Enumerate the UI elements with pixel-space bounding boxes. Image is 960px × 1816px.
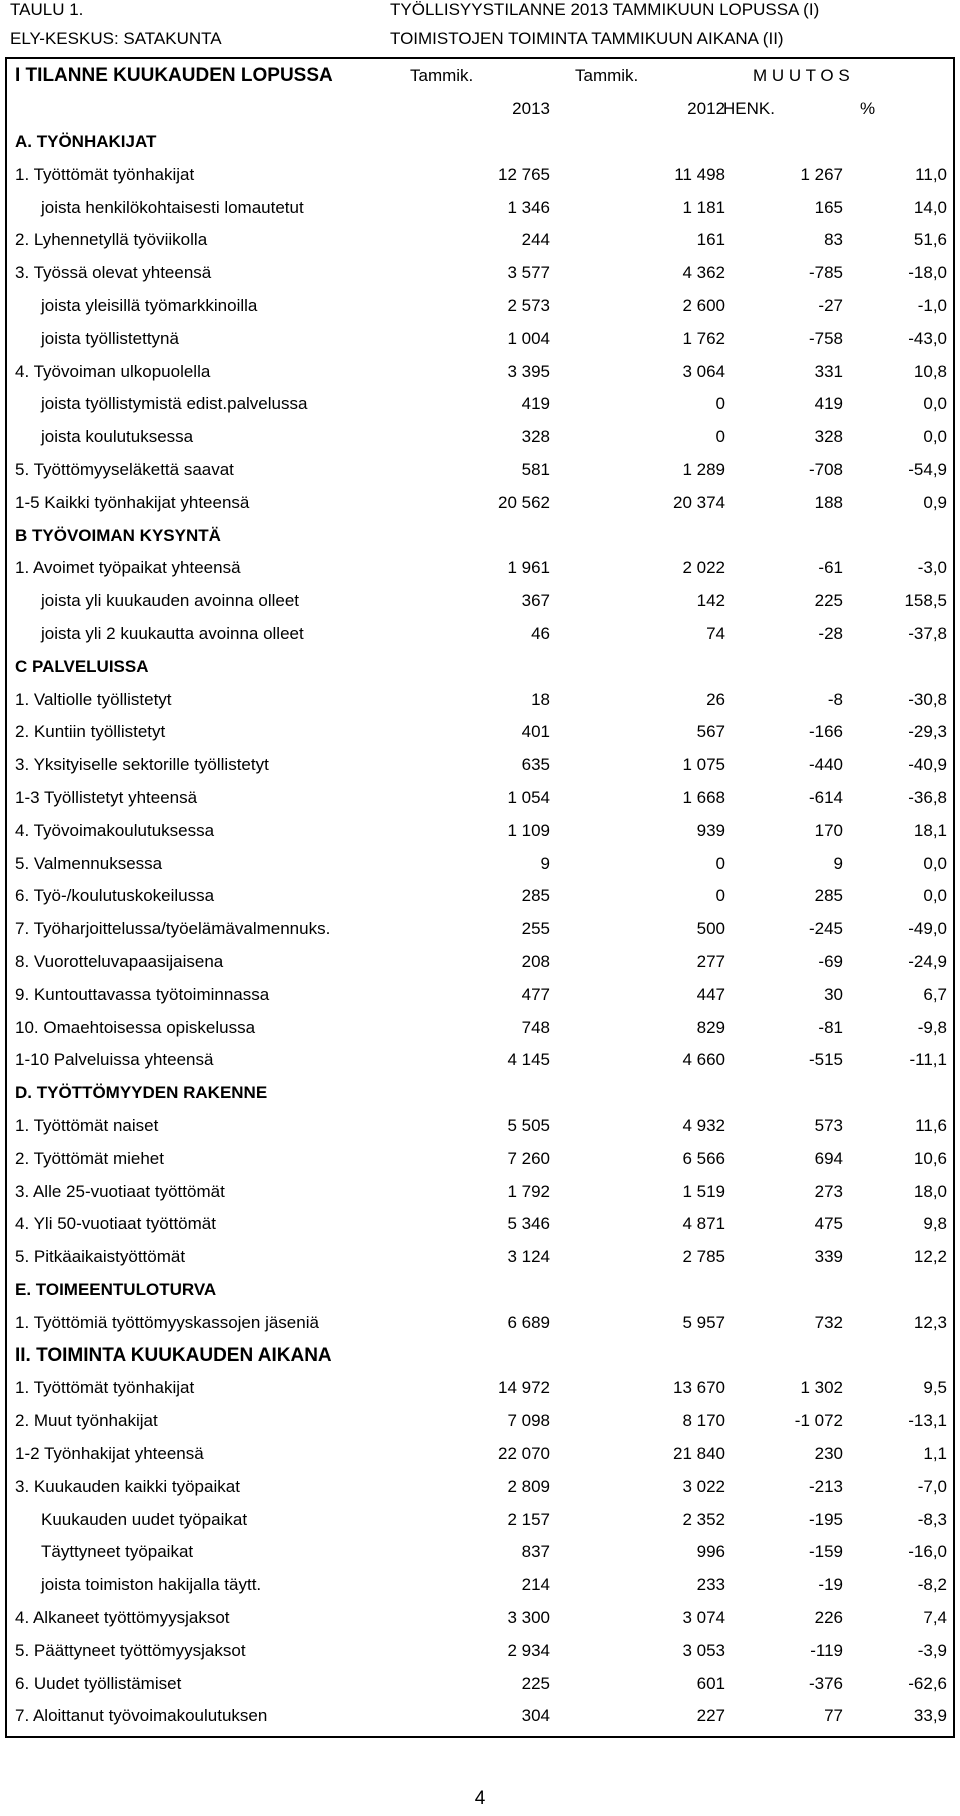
col2-month: Tammik.: [575, 66, 639, 85]
value-2012: 4 362: [682, 263, 725, 283]
table-row: [7, 617, 953, 650]
row-label: Täyttyneet työpaikat: [41, 1542, 194, 1562]
value-2013: 477: [521, 984, 550, 1004]
table-row: [7, 1306, 953, 1339]
change-percent: -16,0: [908, 1542, 947, 1562]
value-2012: 3 064: [682, 361, 725, 381]
change-percent: -24,9: [908, 952, 947, 971]
value-2012: 1 075: [682, 755, 725, 775]
row-label: 6. Työ-/koulutuskokeilussa: [15, 886, 215, 906]
value-2012: 4 932: [682, 1116, 725, 1135]
change-percent: 12,2: [913, 1247, 947, 1267]
table-row: [7, 1634, 953, 1667]
row-label: 7. Aloittanut työvoimakoulutuksen: [15, 1706, 268, 1726]
change-persons: 694: [814, 1148, 843, 1168]
change-persons: -159: [808, 1542, 843, 1562]
table-row: [7, 1503, 953, 1536]
row-label: 1. Työttömiä työttömyyskassojen jäseniä: [15, 1312, 319, 1332]
change-percent: 0,0: [923, 394, 947, 414]
value-2013: 367: [521, 591, 550, 611]
value-2013: 18: [531, 689, 550, 709]
value-2013: 255: [521, 919, 550, 939]
value-2013: 244: [521, 230, 550, 250]
value-2013: 3 577: [507, 263, 550, 283]
row-label: joista koulutuksessa: [41, 427, 194, 447]
section-heading-row: [7, 650, 953, 683]
row-label: Kuukauden uudet työpaikat: [41, 1509, 248, 1529]
change-persons: 83: [824, 230, 843, 250]
change-persons: 9: [833, 853, 843, 873]
value-2012: 2 352: [682, 1509, 725, 1529]
row-label: 6. Uudet työllistämiset: [15, 1673, 182, 1693]
change-persons: -195: [808, 1509, 843, 1529]
change-persons: 225: [814, 591, 843, 611]
change-percent: -40,9: [908, 755, 947, 775]
col2-year: 2012: [687, 99, 725, 118]
change-percent: -3,9: [917, 1640, 947, 1660]
table-row: [7, 748, 953, 781]
row-label: 5. Pitkäaikaistyöttömät: [15, 1247, 186, 1267]
value-2012: 1 519: [682, 1181, 725, 1201]
change-persons: 475: [814, 1214, 843, 1234]
change-percent: -29,3: [908, 722, 947, 742]
change-percent: 18,0: [913, 1181, 947, 1201]
row-label: 3. Yksityiselle sektorille työllistetyt: [15, 755, 269, 775]
change-persons: -19: [818, 1575, 843, 1595]
header-line-2: [10, 29, 950, 53]
row-label: 10. Omaehtoisessa opiskelussa: [15, 1017, 256, 1037]
change-persons: -440: [808, 755, 843, 775]
value-2013: 6 689: [507, 1312, 550, 1332]
table-row: [7, 453, 953, 486]
row-label: 2. Lyhennetyllä työviikolla: [15, 230, 208, 250]
row-label: 2. Muut työnhakijat: [15, 1411, 158, 1431]
value-2012: 227: [696, 1706, 725, 1726]
change-persons: 331: [814, 361, 843, 381]
change-percent: -7,0: [917, 1476, 947, 1496]
table-row: [7, 420, 953, 453]
table-row: [7, 1175, 953, 1208]
value-2012: 567: [696, 722, 725, 742]
table-row: [7, 1535, 953, 1568]
change-percent: 0,0: [923, 886, 947, 906]
change-persons: -614: [808, 788, 843, 807]
row-label: 7. Työharjoittelussa/työelämävalmennuks.: [15, 919, 331, 939]
row-label: 5. Päättyneet työttömyysjaksot: [15, 1640, 246, 1660]
table-head-row-2: [7, 92, 953, 125]
table-row: [7, 781, 953, 814]
table-row: [7, 584, 953, 617]
table-row: [7, 1601, 953, 1634]
change-percent: 1,1: [923, 1444, 947, 1463]
change-persons: 170: [814, 820, 843, 840]
value-2013: 9: [540, 853, 550, 873]
value-2013: 3 300: [507, 1608, 550, 1627]
value-2012: 161: [696, 230, 725, 250]
table-row: [7, 1404, 953, 1437]
change-persons: -69: [818, 952, 843, 971]
change-persons: 165: [814, 197, 843, 217]
table-row: [7, 1371, 953, 1404]
change-percent: -13,1: [908, 1411, 947, 1431]
row-label: joista henkilökohtaisesti lomautetut: [41, 197, 304, 217]
col3-persons: HENK.: [723, 99, 775, 118]
table-row: [7, 158, 953, 191]
value-2013: 14 972: [498, 1378, 550, 1398]
value-2012: 500: [696, 919, 725, 939]
section-heading: E. TOIMEENTULOTURVA: [15, 1280, 217, 1299]
value-2013: 12 765: [498, 164, 550, 184]
value-2013: 5 346: [507, 1214, 550, 1234]
col1-year: 2013: [512, 99, 550, 118]
table-id: TAULU 1.: [10, 0, 84, 19]
value-2012: 3 022: [682, 1476, 725, 1496]
table-head-row-1: [7, 59, 953, 92]
value-2012: 142: [696, 591, 725, 611]
change-percent: -3,0: [917, 558, 947, 578]
table-row: [7, 387, 953, 420]
value-2013: 225: [521, 1673, 550, 1693]
change-persons: 30: [824, 984, 843, 1004]
row-label: 1-2 Työnhakijat yhteensä: [15, 1444, 204, 1463]
change-persons: -1 072: [794, 1411, 843, 1431]
change-persons: 573: [814, 1116, 843, 1135]
change-persons: -213: [808, 1476, 843, 1496]
table-row: [7, 1667, 953, 1700]
change-persons: 226: [814, 1608, 843, 1627]
table-row: [7, 1240, 953, 1273]
change-percent: -36,8: [908, 788, 947, 807]
value-2012: 0: [715, 886, 725, 906]
change-percent: 9,8: [923, 1214, 947, 1234]
section-heading: D. TYÖTTÖMYYDEN RAKENNE: [15, 1083, 268, 1103]
row-label: joista yli 2 kuukautta avoinna olleet: [41, 624, 304, 643]
section-heading-row: [7, 125, 953, 158]
value-2013: 7 098: [507, 1411, 550, 1431]
table-row: [7, 289, 953, 322]
change-persons: -28: [818, 624, 843, 643]
value-2012: 0: [715, 394, 725, 414]
section-title: I TILANNE KUUKAUDEN LOPUSSA: [15, 65, 333, 86]
section-heading: A. TYÖNHAKIJAT: [15, 132, 157, 151]
section-heading-row: [7, 1076, 953, 1109]
change-percent: 10,8: [913, 361, 947, 381]
change-percent: -37,8: [908, 624, 947, 643]
table-row: [7, 978, 953, 1011]
value-2013: 1 346: [507, 197, 550, 217]
value-2012: 4 660: [682, 1050, 725, 1070]
value-2013: 635: [521, 755, 550, 775]
table-row: [7, 1470, 953, 1503]
change-persons: 419: [814, 394, 843, 414]
section-heading: B TYÖVOIMAN KYSYNTÄ: [15, 525, 221, 545]
table-row: [7, 1437, 953, 1470]
value-2012: 3 053: [682, 1640, 725, 1660]
row-label: 4. Työvoiman ulkopuolella: [15, 361, 211, 381]
change-persons: 77: [824, 1706, 843, 1726]
change-percent: -1,0: [917, 296, 947, 315]
table-row: [7, 1699, 953, 1732]
table-row: [7, 715, 953, 748]
value-2012: 601: [696, 1673, 725, 1693]
row-label: 9. Kuntouttavassa työtoiminnassa: [15, 984, 270, 1004]
change-percent: -9,8: [917, 1017, 947, 1037]
value-2013: 401: [521, 722, 550, 742]
table-row: [7, 1568, 953, 1601]
change-percent: 33,9: [913, 1706, 947, 1726]
value-2012: 20 374: [673, 492, 725, 512]
value-2013: 285: [521, 886, 550, 906]
value-2012: 829: [696, 1017, 725, 1037]
change-percent: -8,2: [917, 1575, 947, 1595]
value-2012: 13 670: [673, 1378, 725, 1398]
row-label: 4. Työvoimakoulutuksessa: [15, 820, 215, 840]
row-label: joista yleisillä työmarkkinoilla: [41, 296, 258, 315]
table-row: [7, 256, 953, 289]
value-2013: 1 792: [507, 1181, 550, 1201]
change-persons: -785: [808, 263, 843, 283]
table-row: [7, 814, 953, 847]
row-label: 2. Työttömät miehet: [15, 1148, 164, 1168]
change-persons: -376: [808, 1673, 843, 1693]
change-percent: 0,9: [923, 492, 947, 512]
value-2012: 2 785: [682, 1247, 725, 1267]
change-persons: 732: [814, 1312, 843, 1332]
value-2013: 3 124: [507, 1247, 550, 1267]
change-persons: 188: [814, 492, 843, 512]
value-2012: 21 840: [673, 1444, 725, 1463]
change-persons: -245: [808, 919, 843, 939]
value-2012: 0: [715, 853, 725, 873]
row-label: 3. Alle 25-vuotiaat työttömät: [15, 1181, 225, 1201]
page-number: 4: [474, 1788, 486, 1809]
value-2012: 996: [696, 1542, 725, 1562]
value-2012: 2 600: [682, 296, 725, 315]
col4-percent: %: [860, 99, 876, 118]
table-row: [7, 551, 953, 584]
value-2013: 1 109: [507, 820, 550, 840]
change-percent: -18,0: [908, 263, 947, 283]
row-label: 1. Avoimet työpaikat yhteensä: [15, 558, 241, 578]
table-row: [7, 322, 953, 355]
value-2013: 2 934: [507, 1640, 550, 1660]
header-line-1: [10, 0, 950, 24]
value-2013: 7 260: [507, 1148, 550, 1168]
table-row: [7, 945, 953, 978]
change-percent: 14,0: [913, 197, 947, 217]
change-persons: -81: [818, 1017, 843, 1037]
col1-month: Tammik.: [410, 66, 474, 85]
value-2012: 447: [696, 984, 725, 1004]
change-persons: -119: [810, 1640, 843, 1660]
value-2012: 8 170: [682, 1411, 725, 1431]
row-label: 5. Valmennuksessa: [15, 853, 163, 873]
row-label: 1-3 Työllistetyt yhteensä: [15, 788, 198, 807]
value-2012: 5 957: [682, 1312, 725, 1332]
change-percent: 12,3: [913, 1312, 947, 1332]
table-row: [7, 879, 953, 912]
row-label: 1. Työttömät työnhakijat: [15, 164, 195, 184]
row-label: joista toimiston hakijalla täytt.: [41, 1575, 262, 1595]
row-label: joista työllistymistä edist.palvelussa: [41, 394, 308, 414]
value-2013: 1 054: [507, 788, 550, 807]
value-2012: 277: [696, 952, 725, 971]
value-2013: 1 004: [507, 328, 550, 348]
value-2012: 6 566: [682, 1148, 725, 1168]
change-persons: -708: [808, 460, 843, 479]
value-2012: 939: [696, 820, 725, 840]
row-label: 4. Yli 50-vuotiaat työttömät: [15, 1214, 216, 1234]
change-persons: 273: [814, 1181, 843, 1201]
row-label: 5. Työttömyyseläkettä saavat: [15, 460, 234, 479]
change-percent: -8,3: [917, 1509, 947, 1529]
table-row: [7, 486, 953, 519]
change-persons: 1 267: [800, 164, 843, 184]
value-2013: 328: [521, 427, 550, 447]
change-persons: -61: [818, 558, 843, 578]
table-row: [7, 223, 953, 256]
row-label: 1. Työttömät työnhakijat: [15, 1378, 195, 1398]
change-percent: 158,5: [904, 591, 947, 611]
section-heading-row: [7, 519, 953, 552]
change-percent: 7,4: [923, 1608, 947, 1627]
change-persons: -515: [808, 1050, 843, 1070]
change-percent: 0,0: [923, 427, 947, 447]
change-percent: -49,0: [908, 919, 947, 939]
row-label: 1-5 Kaikki työnhakijat yhteensä: [15, 492, 250, 512]
row-label: joista työllistettynä: [41, 328, 179, 348]
change-percent: 0,0: [923, 853, 947, 873]
change-persons: 1 302: [800, 1378, 843, 1398]
row-label: 2. Kuntiin työllistetyt: [15, 722, 166, 742]
value-2012: 1 668: [682, 788, 725, 807]
change-percent: 6,7: [923, 984, 947, 1004]
table-row: [7, 1142, 953, 1175]
section-heading-row: [7, 1273, 953, 1306]
table-row: [7, 847, 953, 880]
value-2013: 304: [521, 1706, 550, 1726]
table-row: [7, 683, 953, 716]
value-2013: 2 573: [507, 296, 550, 315]
change-persons: 328: [814, 427, 843, 447]
change-percent: -11,1: [909, 1050, 947, 1070]
value-2013: 214: [521, 1575, 550, 1595]
table-row: [7, 191, 953, 224]
row-label: 4. Alkaneet työttömyysjaksot: [15, 1608, 230, 1627]
table-row: [7, 355, 953, 388]
value-2013: 581: [521, 460, 550, 479]
value-2013: 20 562: [498, 492, 550, 512]
statistics-table: [5, 57, 955, 1738]
row-label: joista yli kuukauden avoinna olleet: [41, 591, 300, 611]
row-label: 1. Työttömät naiset: [15, 1116, 159, 1135]
value-2013: 837: [521, 1542, 550, 1562]
change-percent: 10,6: [913, 1148, 947, 1168]
value-2012: 11 498: [674, 164, 725, 184]
change-persons: 285: [814, 886, 843, 906]
report-title-2: TOIMISTOJEN TOIMINTA TAMMIKUUN AIKANA (II): [390, 29, 784, 48]
value-2013: 419: [521, 394, 550, 414]
table-row: [7, 1109, 953, 1142]
value-2013: 5 505: [507, 1116, 550, 1135]
value-2013: 3 395: [507, 361, 550, 381]
change-percent: 11,6: [915, 1116, 947, 1135]
change-percent: 51,6: [913, 230, 947, 250]
change-persons: -758: [808, 328, 843, 348]
change-percent: -54,9: [908, 460, 947, 479]
change-percent: 11,0: [915, 164, 947, 184]
row-label: 8. Vuorotteluvapaasijaisena: [15, 952, 224, 971]
value-2013: 4 145: [507, 1050, 550, 1070]
value-2012: 1 289: [682, 460, 725, 479]
value-2012: 0: [715, 427, 725, 447]
table-row: [7, 1011, 953, 1044]
section-heading-row: [7, 1339, 953, 1372]
change-persons: -8: [827, 689, 843, 709]
value-2012: 3 074: [682, 1608, 725, 1627]
value-2013: 2 809: [507, 1476, 550, 1496]
change-percent: -43,0: [908, 328, 947, 348]
change-persons: 230: [814, 1444, 843, 1463]
change-persons: -27: [818, 296, 843, 315]
table-row: [7, 912, 953, 945]
change-percent: 9,5: [923, 1378, 947, 1398]
value-2013: 46: [531, 624, 550, 643]
change-persons: -166: [808, 722, 843, 742]
value-2012: 1 181: [682, 197, 725, 217]
row-label: 3. Työssä olevat yhteensä: [15, 263, 212, 283]
value-2012: 2 022: [682, 558, 725, 578]
row-label: 3. Kuukauden kaikki työpaikat: [15, 1476, 240, 1496]
value-2012: 1 762: [682, 328, 725, 348]
value-2013: 748: [521, 1017, 550, 1037]
row-label: 1. Valtiolle työllistetyt: [15, 689, 172, 709]
value-2013: 2 157: [507, 1509, 550, 1529]
value-2012: 26: [706, 689, 725, 709]
table-row: [7, 1207, 953, 1240]
value-2013: 22 070: [498, 1444, 550, 1463]
report-title-1: TYÖLLISYYSTILANNE 2013 TAMMIKUUN LOPUSSA (I): [390, 0, 820, 19]
change-persons: 339: [814, 1247, 843, 1267]
value-2013: 208: [521, 952, 550, 971]
change-percent: -30,8: [908, 689, 947, 709]
change-percent: -62,6: [908, 1673, 947, 1693]
region-label: ELY-KESKUS: SATAKUNTA: [10, 29, 222, 48]
change-header: M U U T O S: [753, 66, 850, 85]
value-2012: 233: [696, 1575, 725, 1595]
value-2013: 1 961: [507, 558, 550, 578]
section-heading: II. TOIMINTA KUUKAUDEN AIKANA: [15, 1344, 332, 1366]
row-label: 1-10 Palveluissa yhteensä: [15, 1050, 214, 1070]
value-2012: 4 871: [682, 1214, 725, 1234]
value-2012: 74: [706, 624, 725, 643]
change-percent: 18,1: [913, 820, 947, 840]
section-heading: C PALVELUISSA: [15, 656, 149, 676]
table-row: [7, 1043, 953, 1076]
